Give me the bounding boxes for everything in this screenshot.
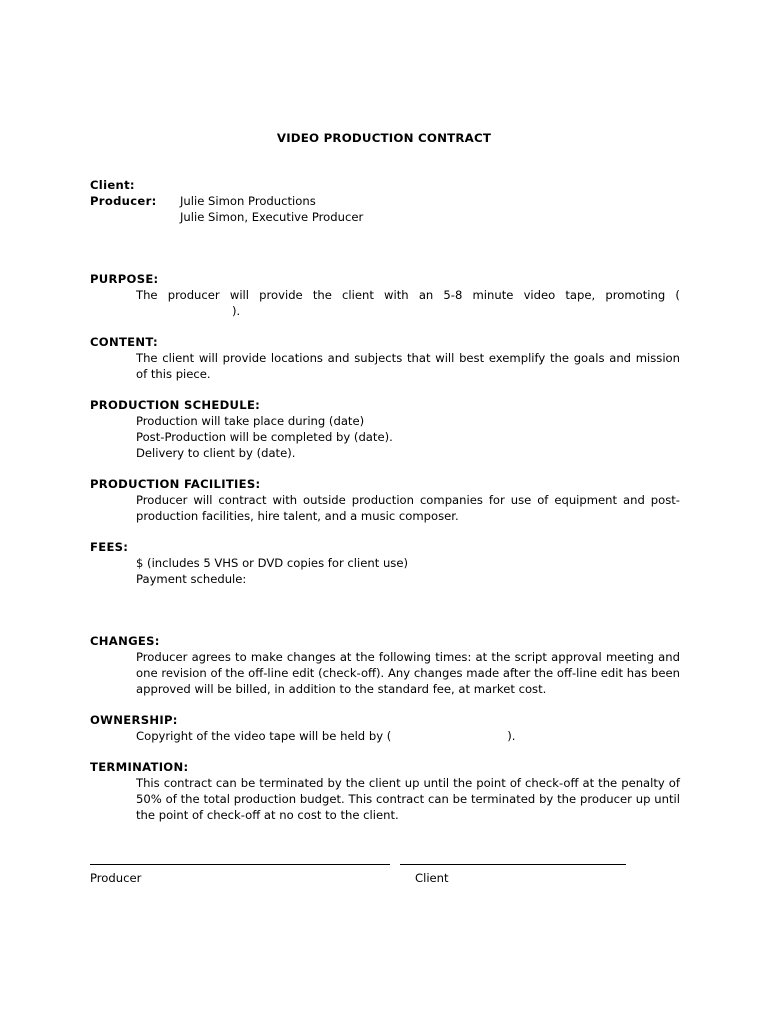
document-title: VIDEO PRODUCTION CONTRACT: [276, 131, 492, 145]
termination-text: This contract can be terminated by the client up until the point of check-off at the penalty of 50% of the total production budget. This contract can be terminated by the producer up until the point of check-off at no cost to the client.: [136, 776, 680, 822]
producer-signature-label: Producer: [90, 871, 142, 885]
purpose-close: ).: [232, 304, 241, 318]
fees-heading: FEES:: [90, 540, 129, 554]
producer-label: Producer:: [90, 194, 157, 208]
schedule-line-1: Production will take place during (date): [136, 414, 365, 428]
termination-section: [90, 759, 680, 823]
client-signature-label: Client: [415, 871, 449, 885]
fees-line-1: $ (includes 5 VHS or DVD copies for client use): [136, 556, 408, 570]
facilities-text: Producer will contract with outside production companies for use of equipment and post-production facilities, hire talent, and a music composer.: [136, 493, 680, 523]
signature-lines: [90, 856, 690, 868]
producer-name-line1: Julie Simon Productions: [180, 194, 316, 208]
ownership-section: [90, 712, 680, 744]
client-label: Client:: [90, 178, 135, 192]
fees-line-2: Payment schedule:: [136, 572, 247, 586]
ownership-text: Copyright of the video tape will be held by ( ).: [136, 729, 516, 743]
content-text: The client will provide locations and subjects that will best exemplify the goals and mission of this piece.: [136, 351, 680, 381]
changes-heading: CHANGES:: [90, 634, 160, 648]
parties-block: [90, 177, 680, 225]
producer-signature-line[interactable]: [90, 864, 390, 865]
schedule-line-2: Post-Production will be completed by (date).: [136, 430, 393, 444]
fees-section: [90, 539, 680, 587]
schedule-section: [90, 397, 680, 461]
content-heading: CONTENT:: [90, 335, 158, 349]
purpose-heading: PURPOSE:: [90, 272, 159, 286]
content-section: [90, 334, 680, 382]
schedule-heading: PRODUCTION SCHEDULE:: [90, 398, 261, 412]
facilities-heading: PRODUCTION FACILITIES:: [90, 477, 261, 491]
changes-text: Producer agrees to make changes at the following times: at the script approval meeting and one revision of the off-line edit (check-off). Any changes made after the off-line edit has been approved will be billed, in addition to the standard fee, at market cost.: [136, 650, 680, 696]
ownership-heading: OWNERSHIP:: [90, 713, 178, 727]
purpose-text: The producer will provide the client with an 5-8 minute video tape, promoting (: [136, 288, 680, 302]
schedule-line-3: Delivery to client by (date).: [136, 446, 296, 460]
facilities-section: [90, 476, 680, 524]
client-signature-line[interactable]: [400, 864, 626, 865]
termination-heading: TERMINATION:: [90, 760, 189, 774]
changes-section: [90, 633, 680, 697]
producer-name-line2: Julie Simon, Executive Producer: [180, 210, 364, 224]
purpose-section: [90, 271, 680, 319]
